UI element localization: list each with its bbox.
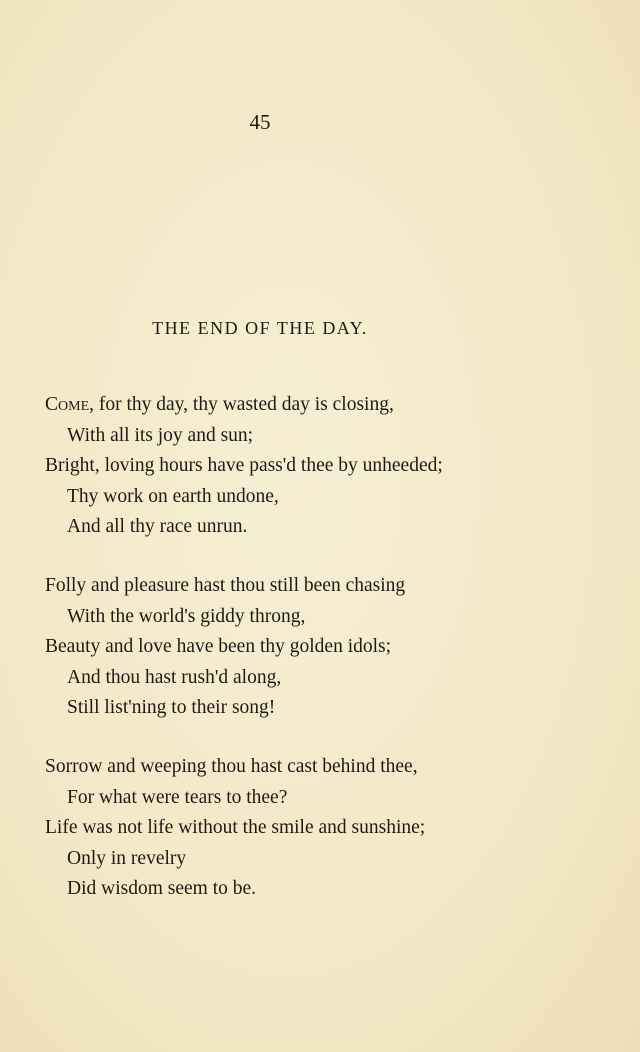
small-caps-lead-word: Come	[45, 394, 90, 415]
poem-line	[45, 390, 605, 421]
poem-line: Did wisdom seem to be.	[67, 878, 257, 900]
poem-line: For what were tears to thee?	[67, 786, 288, 808]
poem-line: Thy work on earth undone,	[67, 485, 279, 507]
stanza	[45, 752, 605, 905]
page-number: 45	[249, 110, 271, 134]
poem-line: With the world's giddy throng,	[67, 605, 306, 627]
poem-title: THE END OF THE DAY.	[152, 318, 368, 338]
stanza	[45, 390, 605, 543]
line-text: , for thy day, thy wasted day is closing,	[89, 394, 394, 415]
poem-line: Only in revelry	[67, 847, 187, 869]
poem-line: Folly and pleasure hast thou still been chasing	[45, 574, 406, 596]
poem-line: Bright, loving hours have pass'd thee by unheeded;	[45, 455, 443, 477]
poem-line: With all its joy and sun;	[67, 424, 254, 446]
poem-body	[45, 390, 605, 933]
poem-line: And all thy race unrun.	[67, 516, 248, 538]
poem-line: Beauty and love have been thy golden idols;	[45, 636, 392, 658]
poem-line: Life was not life without the smile and sunshine;	[45, 817, 426, 839]
poem-line: And thou hast rush'd along,	[67, 666, 282, 688]
poem-line: Still list'ning to their song!	[67, 697, 276, 719]
stanza	[45, 571, 605, 724]
poem-line: Sorrow and weeping thou hast cast behind thee,	[45, 755, 418, 777]
